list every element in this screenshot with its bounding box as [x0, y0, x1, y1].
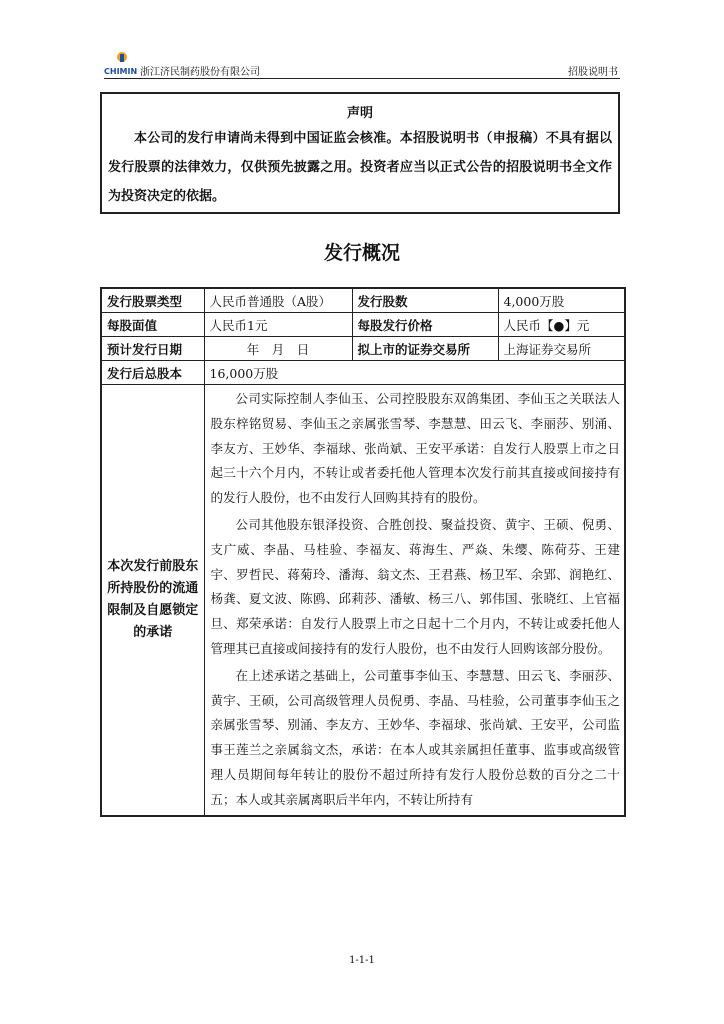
- table-row: [101, 385, 625, 816]
- page-number: 1-1-1: [349, 955, 375, 966]
- section-title: 发行概况: [323, 242, 400, 264]
- label-total-shares: 发行后总股本: [101, 361, 204, 385]
- lockup-label-cell: [101, 385, 204, 816]
- lockup-paragraph-controller: 公司实际控制人李仙玉、公司控股股东双鸽集团、李仙玉之关联法人股东梓铭贸易、李仙玉之亲属张雪琴、李慧慧、田云飞、李丽莎、别涌、李友方、王妙华、李福球、张尚斌、王安平承诺：自发行人股票上市之日起三十六个月内，不转让或者委托他人管理本次发行前其直接或间接持有的发行人股份，也不由发行人回购其持有的股份。: [210, 391, 620, 506]
- label-exchange: 拟上市的证券交易所: [352, 337, 498, 361]
- table-row: [101, 288, 625, 313]
- lockup-label: 本次发行前股东所持股份的流通限制及自愿锁定的承诺: [107, 558, 199, 640]
- page-header: [104, 50, 620, 79]
- value-total-shares: 16,000万股: [204, 361, 625, 385]
- table-row: [101, 361, 625, 385]
- offering-summary-table: [100, 287, 626, 817]
- value-share-count: 4,000万股: [498, 288, 625, 313]
- table-row: [101, 313, 625, 337]
- logo-wordmark: CHIMIN: [104, 67, 138, 76]
- lockup-paragraph-directors: 在上述承诺之基础上，公司董事李仙玉、李慧慧、田云飞、李丽莎、黄宇、王硕，公司高级管理人员倪勇、李晶、马桂验，公司董事李仙玉之亲属张雪琴、别涌、李友方、王妙华、李福球、张尚斌、王安平，公司监事王莲兰之亲属翁文杰，承诺：在本人或其亲属担任董事、监事或高级管理人员期间每年转让的股份不超过所持有发行人股份总数的百分之二十五；本人或其亲属离职后半年内，不转让所持有: [210, 667, 620, 807]
- value-share-type: 人民币普通股（A股）: [204, 288, 352, 313]
- label-issue-date: 预计发行日期: [101, 337, 204, 361]
- declaration-box: [100, 92, 620, 214]
- value-issue-price: 人民币【●】元: [498, 313, 625, 337]
- value-issue-date: 年 月 日: [204, 337, 352, 361]
- lockup-paragraph-other-shareholders: 公司其他股东银泽投资、合胜创投、聚益投资、黄宇、王硕、倪勇、支广威、李晶、马桂验、李福友、蒋海生、严焱、朱缨、陈荷芬、王建宇、罗哲民、蒋菊玲、潘海、翁文杰、王君燕、杨卫军、余郢、润艳红、杨龚、夏文波、陈鸥、邱莉莎、潘敏、杨三八、郭伟国、张晓红、上官福旦、郑荣承诺：自发行人股票上市之日起十二个月内，不转让或委托他人管理其已直接或间接持有的发行人股份，也不由发行人回购该部分股份。: [210, 516, 620, 656]
- label-share-count: 发行股数: [352, 288, 498, 313]
- table-row: [101, 337, 625, 361]
- label-share-type: 发行股票类型: [101, 288, 204, 313]
- lockup-content: [204, 385, 625, 816]
- label-par-value: 每股面值: [101, 313, 204, 337]
- declaration-body: 本公司的发行申请尚未得到中国证监会核准。本招股说明书（申报稿）不具有据以发行股票的法律效力，仅供预先披露之用。投资者应当以正式公告的招股说明书全文作为投资决定的依据。: [108, 131, 612, 204]
- value-exchange: 上海证券交易所: [498, 337, 625, 361]
- value-par-value: 人民币1元: [204, 313, 352, 337]
- document-type: 招股说明书: [568, 67, 618, 78]
- label-issue-price: 每股发行价格: [352, 313, 498, 337]
- company-logo: [104, 50, 140, 76]
- company-name: 浙江济民制药股份有限公司: [140, 67, 260, 78]
- declaration-title: 声明: [346, 106, 373, 121]
